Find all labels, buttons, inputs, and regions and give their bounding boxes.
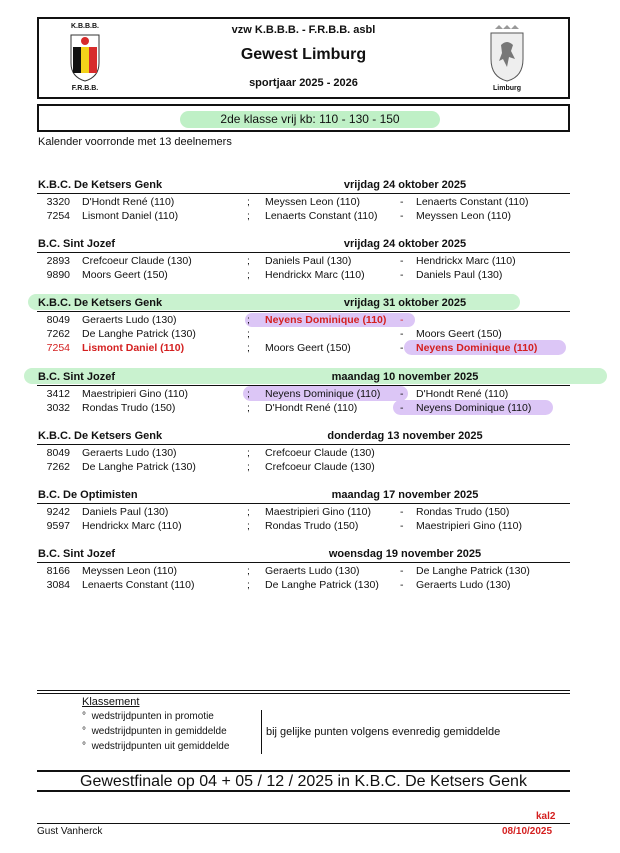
separator: ; (247, 447, 250, 459)
legend-item: ° wedstrijdpunten in gemiddelde (82, 726, 227, 737)
separator: - (400, 196, 404, 208)
table-row-num: 3412 (46, 388, 70, 400)
player-1: Maestripieri Gino (110) (82, 388, 189, 400)
separator: ; (247, 506, 250, 518)
separator: ; (247, 565, 250, 577)
player-2: Daniels Paul (130) (265, 255, 352, 267)
separator: - (400, 342, 404, 354)
player-3: Meyssen Leon (110) (416, 210, 511, 222)
separator: ; (247, 314, 250, 326)
table-row-num: 7254 (46, 342, 70, 354)
logo-top-text: K.B.B.B. (71, 23, 99, 30)
table-row-num: 7262 (46, 328, 70, 340)
divider (37, 693, 570, 694)
block-date: maandag 17 november 2025 (331, 489, 479, 501)
player-1: Lismont Daniel (110) (82, 342, 185, 354)
separator: - (400, 314, 404, 326)
footer-code: kal2 (536, 811, 556, 822)
separator: ; (247, 342, 250, 354)
legend-item-text: wedstrijdpunten in promotie (91, 711, 214, 722)
kbbb-logo (65, 23, 105, 95)
player-2: D'Hondt René (110) (265, 402, 358, 414)
block-date: maandag 10 november 2025 (331, 371, 479, 383)
player-2: De Langhe Patrick (130) (265, 579, 379, 591)
player-1: D'Hondt René (110) (82, 196, 175, 208)
block-date: woensdag 19 november 2025 (328, 548, 482, 560)
player-1: Geraerts Ludo (130) (82, 447, 177, 459)
table-row-num: 3320 (46, 196, 70, 208)
final-banner: Gewestfinale op 04 + 05 / 12 / 2025 in K.B.C. De Ketsers Genk (37, 770, 570, 792)
player-2: Lenaerts Constant (110) (265, 210, 378, 222)
limburg-logo (485, 25, 529, 95)
legend-note: bij gelijke punten volgens evenredig gemiddelde (266, 726, 501, 738)
separator: ; (247, 520, 250, 532)
separator: - (400, 269, 404, 281)
player-3: Neyens Dominique (110) (416, 402, 532, 414)
logo-bottom-text: F.R.B.B. (71, 85, 99, 92)
player-2: Crefcoeur Claude (130) (265, 447, 375, 459)
separator: - (400, 210, 404, 222)
divider (37, 193, 570, 194)
player-2: Neyens Dominique (110) (265, 314, 387, 326)
divider (37, 503, 570, 504)
separator: - (400, 255, 404, 267)
calendar-subtitle: Kalender voorronde met 13 deelnemers (38, 136, 232, 148)
season-line: sportjaar 2025 - 2026 (249, 77, 358, 89)
divider (37, 823, 570, 824)
player-1: Lismont Daniel (110) (82, 210, 179, 222)
player-3: Rondas Trudo (150) (416, 506, 510, 518)
table-row-num: 7254 (46, 210, 70, 222)
player-3: Lenaerts Constant (110) (416, 196, 529, 208)
footer-author: Gust Vanherck (37, 826, 103, 837)
player-1: Crefcoeur Claude (130) (82, 255, 192, 267)
player-1: Hendrickx Marc (110) (82, 520, 182, 532)
separator: - (400, 565, 404, 577)
player-3: Geraerts Ludo (130) (416, 579, 511, 591)
table-row-num: 2893 (46, 255, 70, 267)
logo-limburg-label: Limburg (493, 85, 521, 92)
player-2: Rondas Trudo (150) (265, 520, 359, 532)
separator: ; (247, 461, 250, 473)
page-title: Gewest Limburg (240, 46, 367, 63)
separator: ; (247, 579, 250, 591)
table-row-num: 9890 (46, 269, 70, 281)
block-club: K.B.C. De Ketsers Genk (38, 179, 163, 191)
divider (37, 690, 570, 691)
legend-item-text: wedstrijdpunten in gemiddelde (91, 726, 227, 737)
player-2: Maestripieri Gino (110) (265, 506, 372, 518)
separator: - (400, 520, 404, 532)
player-2: Geraerts Ludo (130) (265, 565, 360, 577)
player-2: Crefcoeur Claude (130) (265, 461, 375, 473)
block-club: B.C. Sint Jozef (38, 238, 116, 250)
legend-title: Klassement (82, 696, 140, 708)
block-date: donderdag 13 november 2025 (327, 430, 483, 442)
legend-item-text: wedstrijdpunten uit gemiddelde (91, 741, 230, 752)
table-row-num: 9597 (46, 520, 70, 532)
player-1: De Langhe Patrick (130) (82, 328, 196, 340)
player-3: Daniels Paul (130) (416, 269, 503, 281)
lion-shield-icon (489, 25, 525, 83)
divider (261, 710, 262, 754)
table-row-num: 8049 (46, 447, 70, 459)
separator: ; (247, 210, 250, 222)
player-2: Hendrickx Marc (110) (265, 269, 365, 281)
player-2: Moors Geert (150) (265, 342, 351, 354)
table-row-num: 8049 (46, 314, 70, 326)
player-3: Maestripieri Gino (110) (416, 520, 523, 532)
separator: ; (247, 196, 250, 208)
separator: ; (247, 402, 250, 414)
separator: ; (247, 269, 250, 281)
block-club: B.C. Sint Jozef (38, 371, 116, 383)
player-3: Hendrickx Marc (110) (416, 255, 516, 267)
player-2: Meyssen Leon (110) (265, 196, 360, 208)
player-2: Neyens Dominique (110) (265, 388, 381, 400)
player-1: Daniels Paul (130) (82, 506, 169, 518)
header-box (37, 17, 570, 99)
divider (37, 252, 570, 253)
player-1: Moors Geert (150) (82, 269, 168, 281)
player-1: Lenaerts Constant (110) (82, 579, 195, 591)
legend-item: ° wedstrijdpunten in promotie (82, 711, 214, 722)
org-line: vzw K.B.B.B. - F.R.B.B. asbl (231, 24, 376, 36)
legend-item: ° wedstrijdpunten uit gemiddelde (82, 741, 230, 752)
player-1: De Langhe Patrick (130) (82, 461, 196, 473)
separator: - (400, 506, 404, 518)
class-label: 2de klasse vrij kb: 110 - 130 - 150 (180, 111, 440, 128)
block-club: B.C. De Optimisten (38, 489, 138, 501)
table-row-num: 9242 (46, 506, 70, 518)
block-date: vrijdag 24 oktober 2025 (343, 179, 467, 191)
separator: ; (247, 328, 250, 340)
table-row-num: 3084 (46, 579, 70, 591)
separator: - (400, 328, 404, 340)
table-row-num: 3032 (46, 402, 70, 414)
separator: - (400, 402, 404, 414)
block-date: vrijdag 24 oktober 2025 (343, 238, 467, 250)
divider (37, 444, 570, 445)
player-3: Neyens Dominique (110) (416, 342, 538, 354)
table-row-num: 8166 (46, 565, 70, 577)
player-1: Rondas Trudo (150) (82, 402, 176, 414)
separator: ; (247, 255, 250, 267)
player-1: Meyssen Leon (110) (82, 565, 177, 577)
block-date: vrijdag 31 oktober 2025 (343, 297, 467, 309)
player-3: De Langhe Patrick (130) (416, 565, 530, 577)
player-1: Geraerts Ludo (130) (82, 314, 177, 326)
divider (37, 562, 570, 563)
separator: ; (247, 388, 250, 400)
block-club: K.B.C. De Ketsers Genk (38, 430, 163, 442)
player-3: Moors Geert (150) (416, 328, 502, 340)
shield-icon (69, 33, 101, 83)
table-row-num: 7262 (46, 461, 70, 473)
block-club: K.B.C. De Ketsers Genk (38, 297, 163, 309)
footer-date: 08/10/2025 (502, 826, 553, 837)
divider (37, 311, 570, 312)
separator: - (400, 388, 404, 400)
player-3: D'Hondt René (110) (416, 388, 509, 400)
separator: - (400, 579, 404, 591)
block-club: B.C. Sint Jozef (38, 548, 116, 560)
